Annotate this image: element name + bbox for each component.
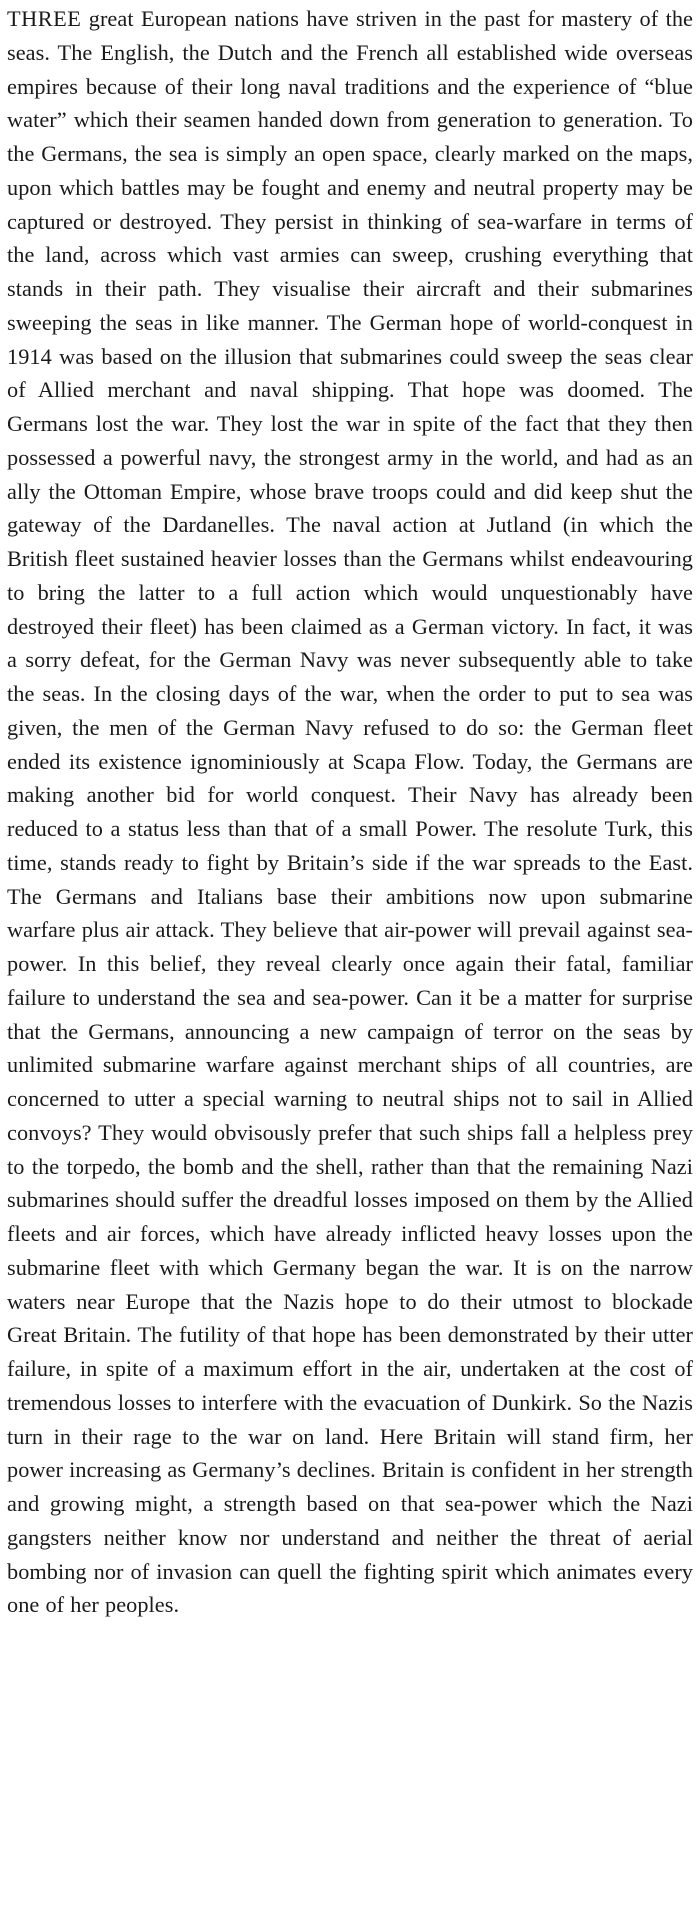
article-paragraph [7,2,693,1622]
lead-in-word: THREE [7,6,82,31]
article-body: great European nations have striven in the past for mastery of the seas. The English, the Dutch and the French all established wide overseas empires because of their long naval traditions and the experience of “blue water” which their seamen handed down from generation to generation. To the Germans, the sea is simply an open space, clearly marked on the maps, upon which battles may be fought and enemy and neutral property may be captured or destroyed. They persist in thinking of sea-warfare in terms of the land, across which vast armies can sweep, crushing everything that stands in their path. They visualise their aircraft and their submarines sweeping the seas in like manner. The German hope of world-conquest in 1914 was based on the illusion that submarines could sweep the seas clear of Allied merchant and naval shipping. That hope was doomed. The Germans lost the war. They lost the war in spite of the fact that they then possessed a powerful navy, the strongest army in the world, and had as an ally the Ottoman Empire, whose brave troops could and did keep shut the gateway of the Dardanelles. The naval action at Jutland (in which the British fleet sustained heavier losses than the Germans whilst endeavouring to bring the latter to a full action which would unquestionably have destroyed their fleet) has been claimed as a German victory. In fact, it was a sorry defeat, for the German Navy was never subsequently able to take the seas. In the closing days of the war, when the order to put to sea was given, the men of the German Navy refused to do so: the German fleet ended its existence ignominiously at Scapa Flow. Today, the Germans are making another bid for world conquest. Their Navy has already been reduced to a status less than that of a small Power. The resolute Turk, this time, stands ready to fight by Britain’s side if the war spreads to the East. The Germans and Italians base their ambitions now upon submarine warfare plus air attack. They believe that air-power will prevail against sea-power. In this belief, they reveal clearly once again their fatal, familiar failure to understand the sea and sea-power. Can it be a matter for surprise that the Germans, announcing a new campaign of terror on the seas by unlimited submarine warfare against merchant ships of all countries, are concerned to utter a special warning to neutral ships not to sail in Allied convoys? They would obvisously prefer that such ships fall a helpless prey to the torpedo, the bomb and the shell, rather than that the remaining Nazi submarines should suffer the dreadful losses imposed on them by the Allied fleets and air forces, which have already inflicted heavy losses upon the submarine fleet with which Germany began the war. It is on the narrow waters near Europe that the Nazis hope to do their utmost to blockade Great Britain. The futility of that hope has been demonstrated by their utter failure, in spite of a maximum effort in the air, undertaken at the cost of tremendous losses to interfere with the evacuation of Dunkirk. So the Nazis turn in their rage to the war on land. Here Britain will stand firm, her power increasing as Germany’s declines. Britain is confident in her strength and growing might, a strength based on that sea-power which the Nazi gangsters neither know nor understand and neither the threat of aerial bombing nor of invasion can quell the fighting spirit which animates every one of her peoples. [7,6,693,1618]
article-column [7,2,693,1622]
